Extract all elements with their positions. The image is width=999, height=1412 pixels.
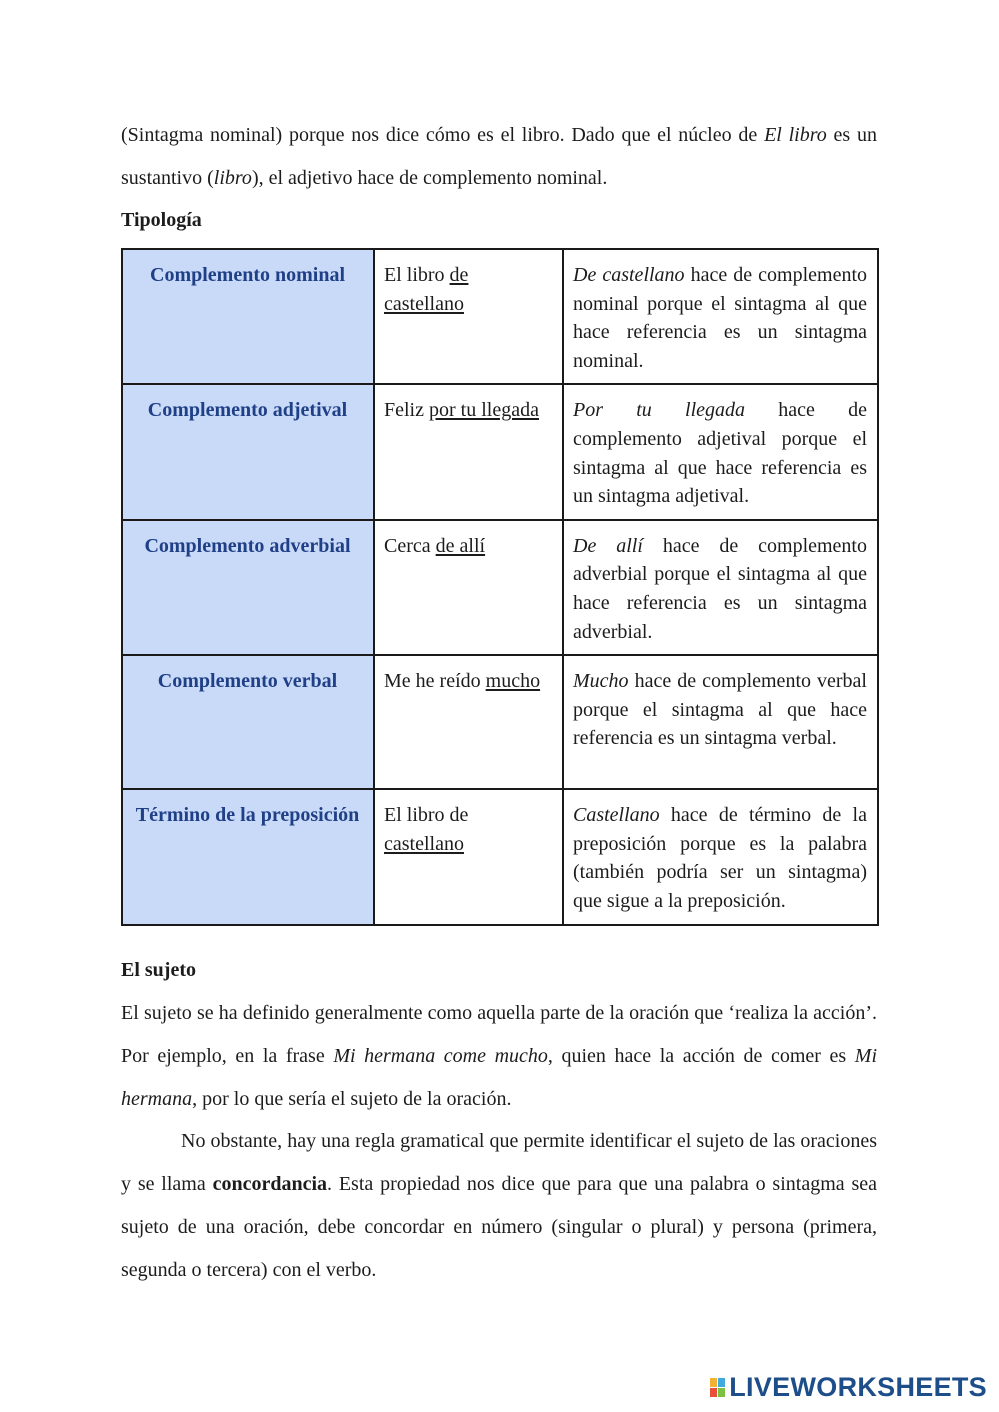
row-label: Complemento adjetival bbox=[122, 384, 374, 519]
row-description: De allí hace de complemento adverbial porque el sintagma al que hace referencia es un sintagma adverbial. bbox=[563, 520, 878, 655]
sujeto-paragraph-2: No obstante, hay una regla gramatical que permite identificar el sujeto de las oraciones y se llama concordancia. Esta propiedad nos dice que para que una palabra o sintagma sea sujeto de una oración, debe concordar en número (singular o plural) y persona (primera, segunda o tercera) con el verbo. bbox=[121, 1130, 877, 1281]
row-label: Término de la preposición bbox=[122, 789, 374, 924]
row-label: Complemento verbal bbox=[122, 655, 374, 789]
intro-paragraph: (Sintagma nominal) porque nos dice cómo es el libro. Dado que el núcleo de El libro es un sustantivo (libro), el adjetivo hace de complemento nominal. bbox=[121, 124, 877, 189]
liveworksheets-logo[interactable] bbox=[710, 1372, 987, 1402]
table-row bbox=[122, 789, 878, 924]
row-description: Castellano hace de término de la preposición porque es la palabra (también podría ser un sintagma) que sigue a la preposición. bbox=[563, 789, 878, 924]
tipologia-heading: Tipología bbox=[121, 209, 202, 231]
sujeto-paragraph-1: El sujeto se ha definido generalmente como aquella parte de la oración que ‘realiza la acción’. Por ejemplo, en la frase Mi hermana come mucho, quien hace la acción de comer es Mi hermana, por lo que sería el sujeto de la oración. bbox=[121, 1002, 877, 1110]
row-description: Por tu llegada hace de complemento adjetival porque el sintagma al que hace referencia es un sintagma adjetival. bbox=[563, 384, 878, 519]
row-label: Complemento nominal bbox=[122, 249, 374, 384]
table-row bbox=[122, 249, 878, 384]
row-description: Mucho hace de complemento verbal porque el sintagma al que hace referencia es un sintagma verbal. bbox=[563, 655, 878, 789]
tipologia-table bbox=[121, 248, 879, 926]
row-example: Feliz por tu llegada bbox=[374, 384, 563, 519]
row-description: De castellano hace de complemento nominal porque el sintagma al que hace referencia es un sintagma nominal. bbox=[563, 249, 878, 384]
row-example: Me he reído mucho bbox=[374, 655, 563, 789]
liveworksheets-logo-mark-icon bbox=[710, 1378, 725, 1397]
row-label: Complemento adverbial bbox=[122, 520, 374, 655]
table-row bbox=[122, 520, 878, 655]
table-row bbox=[122, 384, 878, 519]
row-example: El libro de castellano bbox=[374, 249, 563, 384]
logo-text: LIVEWORKSHEETS bbox=[729, 1371, 987, 1402]
sujeto-heading: El sujeto bbox=[121, 959, 196, 981]
row-example: El libro de castellano bbox=[374, 789, 563, 924]
table-row bbox=[122, 655, 878, 789]
row-example: Cerca de allí bbox=[374, 520, 563, 655]
